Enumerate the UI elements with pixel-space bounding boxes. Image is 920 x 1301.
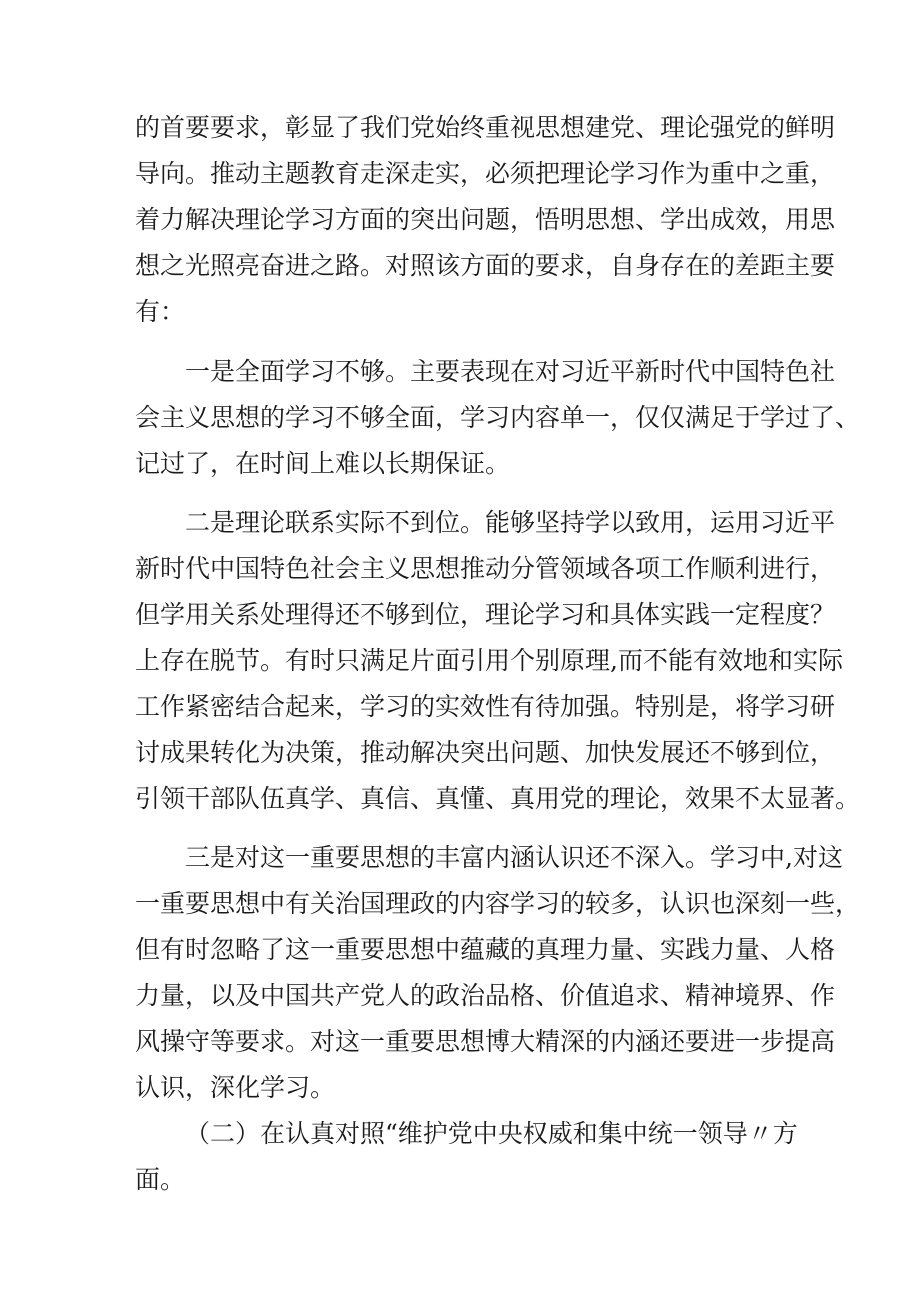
text-line: 力量，以及中国共产党人的政治品格、价值追求、精神境界、作 (135, 981, 836, 1010)
text-line: 引领干部队伍真学、真信、真懂、真用党的理论，效果不太显著。 (135, 784, 861, 813)
text-line: （二）在认真对照“维护党中央权威和集中统一领导〃方 (185, 1119, 798, 1148)
text-line: 风操守等要求。对这一重要思想博大精深的内涵还要进一步提高 (135, 1027, 836, 1056)
text-line: 有： (135, 297, 186, 326)
text-line: 的首要要求，彰显了我们党始终重视思想建党、理论强党的鲜明 (135, 113, 836, 142)
text-line: 讨成果转化为决策，推动解决突出问题、加快发展还不够到位， (135, 738, 836, 767)
text-line: 导向。推动主题教育走深走实，必须把理论学习作为重中之重， (135, 159, 836, 188)
text-line: 想之光照亮奋进之路。对照该方面的要求，自身存在的差距主要 (135, 251, 836, 280)
text-line: 但学用关系处理得还不够到位，理论学习和具体实践一定程度？ (135, 600, 836, 629)
text-line: 三是对这一重要思想的丰富内涵认识还不深入。学习中,对这 (185, 843, 843, 872)
text-line: 会主义思想的学习不够全面，学习内容单一，仅仅满足于学过了、 (135, 403, 861, 432)
text-line: 新时代中国特色社会主义思想推动分管领域各项工作顺利进行， (135, 554, 836, 583)
text-line: 一是全面学习不够。主要表现在对习近平新时代中国特色社 (185, 357, 836, 386)
text-line: 一重要思想中有关治国理政的内容学习的较多，认识也深刻一些， (135, 889, 861, 918)
text-line: 着力解决理论学习方面的突出问题，悟明思想、学出成效，用思 (135, 205, 836, 234)
text-line: 上存在脱节。有时只满足片面引用个别原理,而不能有效地和实际 (135, 646, 843, 675)
text-line: 但有时忽略了这一重要思想中蕴藏的真理力量、实践力量、人格 (135, 935, 836, 964)
text-line: 面。 (135, 1165, 186, 1194)
text-line: 记过了，在时间上难以长期保证。 (135, 449, 511, 478)
text-line: 认识，深化学习。 (135, 1073, 336, 1102)
text-line: 二是理论联系实际不到位。能够坚持学以致用，运用习近平 (185, 508, 836, 537)
text-line: 工作紧密结合起来，学习的实效性有待加强。特别是，将学习研 (135, 692, 836, 721)
